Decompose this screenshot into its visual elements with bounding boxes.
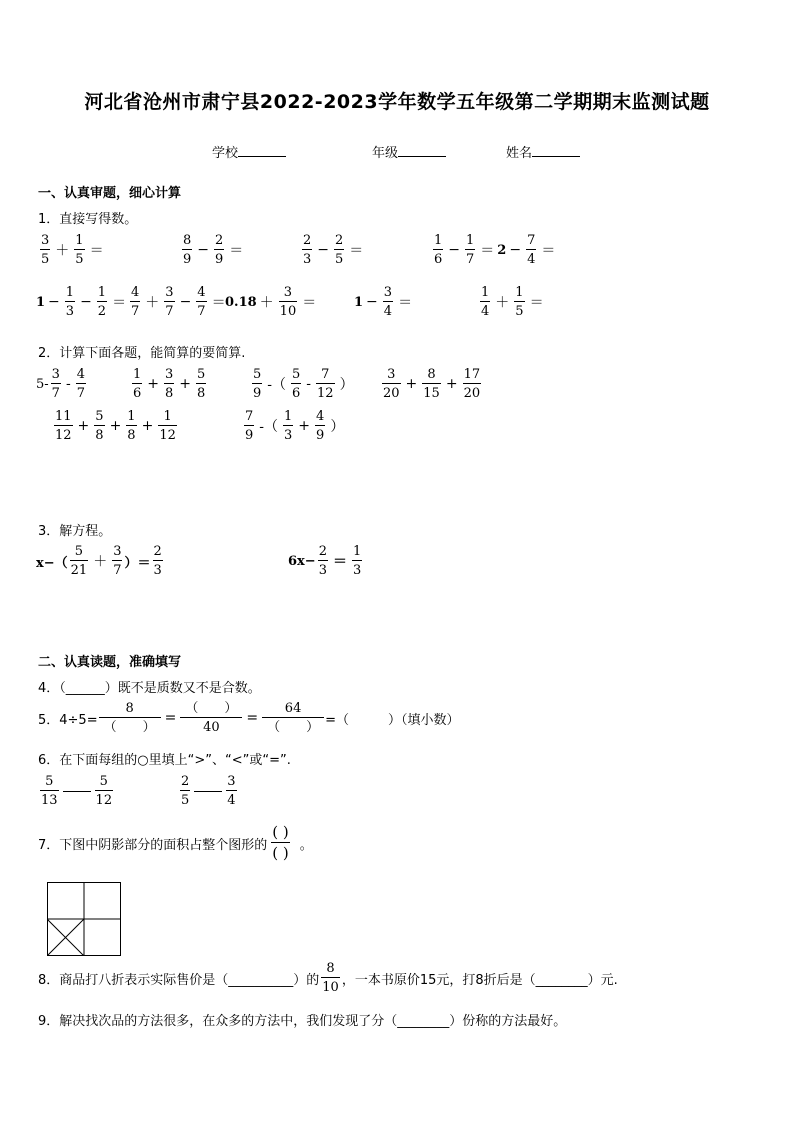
denominator: 10 xyxy=(279,301,298,318)
numerator: 5 xyxy=(74,544,84,559)
grade-field xyxy=(372,142,446,161)
q1-item-3 xyxy=(300,234,366,266)
school-label: 学校 xyxy=(212,146,239,161)
equals: ＝ xyxy=(541,243,556,259)
denominator: 7 xyxy=(164,301,174,318)
whole-number: 1 xyxy=(36,294,46,310)
numerator: 1 xyxy=(434,233,443,248)
q2-item-1 xyxy=(36,368,88,400)
operator: + xyxy=(109,418,122,434)
q3-equation-1 xyxy=(36,545,165,577)
numerator: 1 xyxy=(97,285,107,300)
denominator: 5 xyxy=(74,249,84,266)
numerator: 4 xyxy=(76,367,85,382)
operator: + xyxy=(405,376,418,392)
operator: ＋ xyxy=(55,243,70,259)
numerator: 5 xyxy=(292,367,301,382)
denominator: 7 xyxy=(51,383,61,400)
denominator: 9 xyxy=(315,425,325,442)
numerator: 3 xyxy=(165,367,174,382)
q5-row xyxy=(38,702,459,734)
school-blank[interactable] xyxy=(238,144,286,157)
q6-pair-1 xyxy=(38,775,115,807)
operator: − xyxy=(179,294,192,310)
denominator: 9 xyxy=(182,249,192,266)
numerator: 2 xyxy=(335,233,344,248)
close-paren: ） xyxy=(339,377,354,393)
q1-item-6 xyxy=(36,286,129,318)
operator: + xyxy=(445,376,458,392)
denominator: 21 xyxy=(70,560,89,577)
numerator: 2 xyxy=(215,233,224,248)
q5-prefix: 5．4÷5= xyxy=(38,712,98,728)
whole-number: 5- xyxy=(36,376,49,392)
q2-item-3 xyxy=(250,368,357,400)
denominator: 8 xyxy=(164,383,174,400)
numerator: 5 xyxy=(99,774,108,789)
q2-item-2 xyxy=(130,368,208,400)
numerator: 1 xyxy=(133,367,142,382)
denominator: 7 xyxy=(130,301,140,318)
equals: ＝ xyxy=(112,295,127,311)
operator: ＋ xyxy=(259,295,274,311)
denominator: 9 xyxy=(252,383,262,400)
q2-item-6 xyxy=(242,410,347,442)
numerator: 2 xyxy=(181,774,190,789)
denominator: 7 xyxy=(196,301,206,318)
denominator: 3 xyxy=(352,560,362,577)
operator: -（ xyxy=(267,377,287,393)
numerator: 1 xyxy=(127,409,136,424)
equation-prefix: 6x− xyxy=(288,553,316,569)
numerator: 3 xyxy=(383,285,393,300)
q7-label: 7．下图中阴影部分的面积占整个图形的 xyxy=(38,837,268,853)
numerator: 3 xyxy=(41,233,50,248)
q1-item-1 xyxy=(38,234,107,266)
numerator: 3 xyxy=(283,285,293,300)
q1-item-4 xyxy=(431,234,558,266)
q3-equation-2 xyxy=(288,545,364,577)
denominator: 4 xyxy=(480,301,490,318)
q6-pair-2 xyxy=(178,775,239,807)
numerator: 3 xyxy=(387,367,396,382)
denominator: 15 xyxy=(422,383,441,400)
equals: = xyxy=(246,710,259,726)
denominator: 6 xyxy=(132,383,142,400)
numerator: 8 xyxy=(326,961,335,976)
denominator: 12 xyxy=(316,383,335,400)
q2-item-4 xyxy=(380,368,483,400)
operator: − xyxy=(80,294,92,310)
denominator: 4 xyxy=(526,249,536,266)
numerator: 1 xyxy=(515,285,524,300)
denominator: 9 xyxy=(214,249,224,266)
operator: ＋ xyxy=(495,295,510,311)
denominator: 13 xyxy=(40,790,59,807)
equals: ＝ xyxy=(398,295,413,311)
numerator: 3 xyxy=(51,367,60,382)
numerator: 4 xyxy=(316,409,325,424)
numerator: 5 xyxy=(95,409,104,424)
equals: ＝ xyxy=(529,295,544,311)
denominator: 3 xyxy=(283,425,293,442)
section-1-heading: 一、认真审题，细心计算 xyxy=(38,186,182,201)
operator: + xyxy=(147,376,160,392)
operator: − xyxy=(448,242,461,258)
equation-prefix: x−（ xyxy=(36,555,68,571)
denominator: 5 xyxy=(514,301,524,318)
numerator: 64 xyxy=(284,701,302,716)
numerator: 4 xyxy=(131,285,140,300)
q1-item-8 xyxy=(225,286,319,318)
school-field xyxy=(212,142,286,161)
operator: ＋ xyxy=(93,554,108,570)
numerator: 11 xyxy=(55,409,72,424)
operator: − xyxy=(197,242,210,258)
q2-label: 2．计算下面各题，能简算的要简算. xyxy=(38,346,246,361)
numerator: 1 xyxy=(163,409,172,424)
numerator: 2 xyxy=(153,544,162,559)
whole-number: 0.18 xyxy=(225,294,257,310)
denominator: 10 xyxy=(321,977,340,994)
equals: ＝ xyxy=(349,243,364,259)
q8-suffix: ，一本书原价15元，打8折后是（________）元. xyxy=(341,972,618,988)
numerator: 2 xyxy=(303,233,312,248)
equals: ＝ xyxy=(480,243,495,259)
q6-label: 6．在下面每组的○里填上“>”、“<”或“=”. xyxy=(38,753,291,768)
denominator: 5 xyxy=(334,249,344,266)
numerator: 1 xyxy=(65,285,75,300)
name-label: 姓名 xyxy=(506,146,533,161)
numerator: 5 xyxy=(197,367,206,382)
numerator: 4 xyxy=(197,285,206,300)
numerator: 17 xyxy=(463,367,481,382)
grade-label: 年级 xyxy=(372,146,399,161)
denominator: 3 xyxy=(302,249,312,266)
denominator: 4 xyxy=(383,301,393,318)
denominator: 40 xyxy=(180,717,242,734)
numerator: 3 xyxy=(227,774,236,789)
numerator-blank[interactable]: （ ） xyxy=(185,701,238,716)
denominator: 6 xyxy=(291,383,301,400)
numerator: 1 xyxy=(481,285,490,300)
q7-suffix: 。 xyxy=(299,837,313,853)
operator: − xyxy=(317,242,330,258)
denominator: 8 xyxy=(196,383,206,400)
grid-figure xyxy=(47,882,121,956)
equals: ＝ xyxy=(89,243,104,259)
page-title: 河北省沧州市肃宁县2022-2023学年数学五年级第二学期期末监测试题 xyxy=(84,91,710,113)
numerator: 8 xyxy=(183,233,192,248)
numerator: 5 xyxy=(253,367,262,382)
denominator: 7 xyxy=(465,249,475,266)
q4-text: 4．（______）既不是质数又不是合数。 xyxy=(38,681,261,696)
operator: ＋ xyxy=(145,295,160,311)
numerator: 8 xyxy=(427,367,436,382)
denominator: 20 xyxy=(463,383,482,400)
q7-row xyxy=(38,825,313,861)
denominator: 20 xyxy=(382,383,401,400)
denominator: 12 xyxy=(95,790,114,807)
denominator: 8 xyxy=(94,425,104,442)
denominator: 12 xyxy=(54,425,73,442)
denominator: 7 xyxy=(112,560,122,577)
equals: = xyxy=(164,710,177,726)
grade-blank[interactable] xyxy=(398,144,446,157)
denominator: 9 xyxy=(244,425,254,442)
numerator: 1 xyxy=(352,544,362,559)
operator: + xyxy=(141,418,154,434)
name-blank[interactable] xyxy=(532,144,580,157)
q3-label: 3．解方程。 xyxy=(38,524,112,539)
denominator-blank[interactable]: ( ) xyxy=(272,844,289,862)
q1-item-7 xyxy=(128,286,229,318)
denominator: 3 xyxy=(318,560,328,577)
denominator: 3 xyxy=(65,301,75,318)
numerator: 7 xyxy=(321,367,330,382)
operator: - xyxy=(306,376,312,392)
numerator: 7 xyxy=(527,233,536,248)
equals: ＝ xyxy=(302,295,317,311)
denominator: 12 xyxy=(158,425,177,442)
operator: - xyxy=(65,376,71,392)
equals: ＝ xyxy=(332,554,347,570)
equals: ＝ xyxy=(211,295,226,311)
whole-number: 1 xyxy=(354,294,364,310)
q8-prefix: 8．商品打八折表示实际售价是（__________）的 xyxy=(38,972,320,988)
denominator-blank[interactable]: （ ） xyxy=(99,717,161,734)
operator: + xyxy=(77,418,90,434)
numerator: 8 xyxy=(125,701,134,716)
equation-suffix: ）＝ xyxy=(124,555,151,571)
numerator: 3 xyxy=(165,285,174,300)
q5-suffix: =（ ）（填小数） xyxy=(325,712,460,728)
operator: − xyxy=(509,242,522,258)
denominator: 7 xyxy=(76,383,86,400)
q2-item-5 xyxy=(52,410,179,442)
q1-item-10 xyxy=(478,286,547,318)
numerator-blank[interactable]: ( ) xyxy=(272,823,289,841)
operator: + xyxy=(179,376,192,392)
equals: ＝ xyxy=(229,243,244,259)
numerator: 1 xyxy=(466,233,475,248)
denominator-blank[interactable]: （ ） xyxy=(262,717,324,734)
numerator: 1 xyxy=(75,233,84,248)
q1-item-9 xyxy=(354,286,415,318)
denominator: 5 xyxy=(40,249,50,266)
close-paren: ） xyxy=(330,419,345,435)
operator: − xyxy=(48,294,60,310)
operator: − xyxy=(366,294,378,310)
compare-blank[interactable] xyxy=(194,791,222,792)
denominator: 4 xyxy=(226,790,236,807)
denominator: 5 xyxy=(180,790,190,807)
denominator: 8 xyxy=(126,425,136,442)
name-field xyxy=(506,142,580,161)
numerator: 7 xyxy=(245,409,254,424)
numerator: 2 xyxy=(318,544,327,559)
numerator: 3 xyxy=(113,544,122,559)
denominator: 6 xyxy=(433,249,443,266)
q1-label: 1．直接写得数。 xyxy=(38,212,138,227)
numerator: 1 xyxy=(284,409,293,424)
denominator: 3 xyxy=(153,560,163,577)
q9-text: 9．解决找次品的方法很多，在众多的方法中，我们发现了分（________）份称的方法最好。 xyxy=(38,1014,567,1029)
denominator: 2 xyxy=(97,301,107,318)
section-2-heading: 二、认真读题，准确填写 xyxy=(38,655,182,670)
numerator: 5 xyxy=(45,774,54,789)
q1-item-2 xyxy=(180,234,246,266)
operator: + xyxy=(298,418,311,434)
compare-blank[interactable] xyxy=(63,791,91,792)
whole-number: 2 xyxy=(497,242,507,258)
operator: -（ xyxy=(259,419,279,435)
q8-row xyxy=(38,962,618,994)
